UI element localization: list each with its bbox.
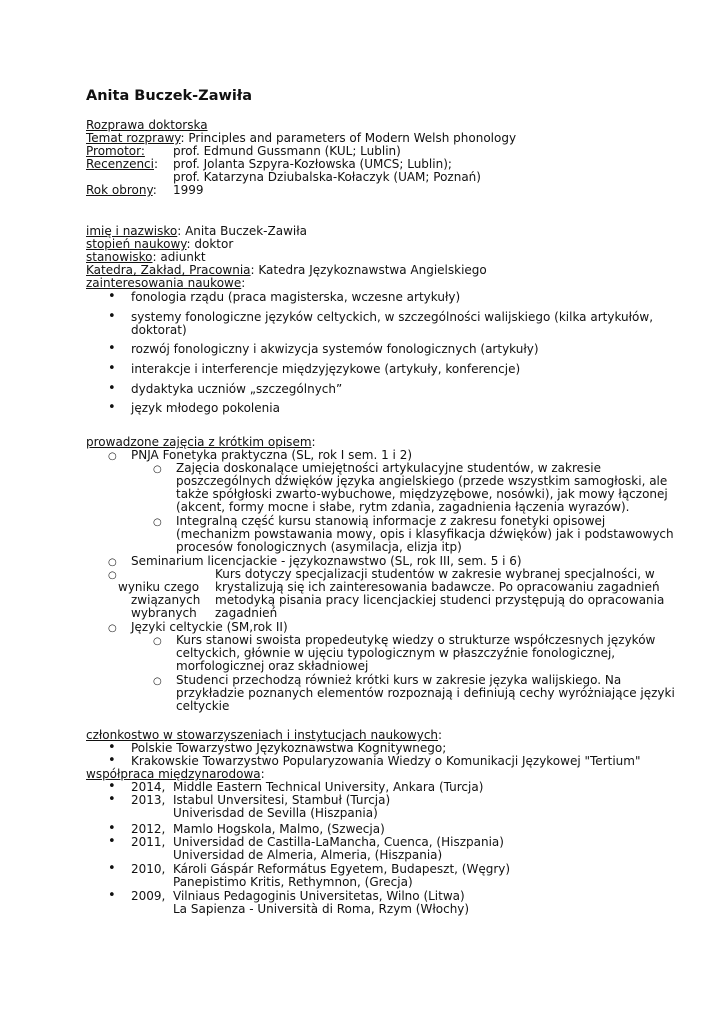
profile-name-value: Anita Buczek-Zawiła	[185, 224, 307, 238]
bullet-icon	[108, 862, 116, 875]
reviewer-2: prof. Katarzyna Dziubalska-Kołaczyk (UAM; Poznań)	[173, 170, 481, 184]
circle-bullet-icon	[153, 515, 162, 529]
profile-dept-row: Katedra, Zakład, Pracownia: Katedra Językoznawstwa Angielskiego	[86, 263, 487, 277]
membership-item: Polskie Towarzystwo Językoznawstwa Kognitywnego;	[131, 741, 447, 755]
cooperation-year: 2014,	[131, 780, 166, 794]
interest-item: interakcje i interferencje międzyjęzykowe (artykuły, konferencje)	[131, 362, 521, 376]
course-4-title: Języki celtyckie (SM,rok II)	[131, 620, 288, 634]
profile-degree-label: stopień naukowy	[86, 237, 187, 251]
circle-bullet-icon	[153, 634, 162, 648]
course-4-desc-line: morfologicznej oraz składniowej	[176, 659, 369, 673]
cooperation-year: 2012,	[131, 822, 166, 836]
bullet-icon	[108, 835, 116, 848]
circle-bullet-icon	[153, 462, 162, 476]
cooperation-institution: La Sapienza - Università di Roma, Rzym (Włochy)	[173, 902, 470, 916]
profile-dept-label: Katedra, Zakład, Pracownia	[86, 263, 251, 277]
interest-item: rozwój fonologiczny i akwizycja systemów fonologicznych (artykuły)	[131, 342, 539, 356]
courses-heading: prowadzone zajęcia z krótkim opisem	[86, 435, 312, 449]
promotor-value: prof. Edmund Gussmann (KUL; Lublin)	[173, 144, 401, 158]
bullet-icon	[108, 382, 116, 395]
course-1-desc-line: poszczególnych dźwięków języka angielskiego (przede wszystkim samogłoski, ale	[176, 474, 668, 488]
interest-item-continued: doktorat)	[131, 323, 187, 337]
course-3-side-text: wybranych	[131, 606, 197, 620]
profile-position-value: adiunkt	[160, 250, 206, 264]
profile-name-label: imię i nazwisko	[86, 224, 178, 238]
year-label: Rok obrony	[86, 183, 153, 197]
course-3-desc-line: Kurs dotyczy specjalizacji studentów w zakresie wybranej specjalności, w	[215, 567, 655, 581]
course-1-desc-line: (akcent, formy mocne i słabe, rytm zdania, zagadnienia łączenia wyrazów).	[176, 500, 630, 514]
bullet-icon	[108, 310, 116, 323]
course-1-desc-line: (mechanizm powstawania mowy, opis i klasyfikacja dźwięków) jak i podstawowych	[176, 527, 674, 541]
profile-degree-value: doktor	[194, 237, 234, 251]
reviewers-label: Recenzenci	[86, 157, 154, 171]
membership-item: Krakowskie Towarzystwo Popularyzowania Wiedzy o Komunikacji Językowej "Tertium"	[131, 754, 641, 768]
cooperation-institution: Vilniaus Pedagoginis Universitetas, Wilno (Litwa)	[173, 889, 465, 903]
bullet-icon	[108, 290, 116, 303]
cooperation-year: 2009,	[131, 889, 166, 903]
course-4-desc-line: przykładzie poznanych elementów rozpoznają i definiują cechy wyróżniające języki	[176, 686, 675, 700]
reviewers-label-row: Recenzenci:	[86, 157, 159, 171]
cooperation-year: 2013,	[131, 793, 166, 807]
course-4-desc-line: celtyckie	[176, 699, 230, 713]
courses-heading-row: prowadzone zajęcia z krótkim opisem:	[86, 435, 316, 449]
memberships-heading: członkostwo w stowarzyszeniach i instytucjach naukowych	[86, 728, 439, 742]
interest-item: dydaktyka uczniów „szczególnych”	[131, 382, 343, 396]
profile-degree-row: stopień naukowy: doktor	[86, 237, 234, 251]
profile-interests-label: zainteresowania naukowe	[86, 276, 242, 290]
thesis-topic-label: Temat rozprawy	[86, 131, 181, 145]
course-3-side-text: wyniku czego	[118, 580, 200, 594]
year-label-row: Rok obrony:	[86, 183, 157, 197]
circle-bullet-icon	[108, 449, 117, 463]
cooperation-year: 2011,	[131, 835, 166, 849]
cooperation-institution: Middle Eastern Technical University, Ankara (Turcja)	[173, 780, 484, 794]
memberships-heading-row: członkostwo w stowarzyszeniach i instytucjach naukowych:	[86, 728, 443, 742]
interest-item: język młodego pokolenia	[131, 401, 280, 415]
course-3-desc-line: metodyką pisania pracy licencjackiej studenci przystępują do opracowania	[215, 593, 665, 607]
circle-bullet-icon	[153, 674, 162, 688]
circle-bullet-icon	[108, 621, 117, 635]
promotor-label: Promotor:	[86, 144, 145, 158]
course-1-desc-line: także spółgłoski zwarto-wybuchowe, międzyzębowe, nosówki), jak mowy łączonej	[176, 487, 668, 501]
cooperation-institution: Károli Gáspár Református Egyetem, Budapeszt, (Węgry)	[173, 862, 511, 876]
reviewer-1: prof. Jolanta Szpyra-Kozłowska (UMCS; Lublin);	[173, 157, 452, 171]
cooperation-year: 2010,	[131, 862, 166, 876]
course-3-desc-line: zagadnień	[215, 606, 278, 620]
cooperation-institution: Istabul Unversitesi, Stambuł (Turcja)	[173, 793, 391, 807]
course-4-desc-line: celtyckich, głównie w ujęciu typologicznym w płaszczyźnie fonologicznej,	[176, 646, 616, 660]
cooperation-heading: współpraca międzynarodowa	[86, 767, 261, 781]
profile-interests-row: zainteresowania naukowe:	[86, 276, 246, 290]
course-4-desc-line: Studenci przechodzą również krótki kurs w zakresie języka walijskiego. Na	[176, 673, 622, 687]
cooperation-institution: Panepistimo Kritis, Rethymnon, (Grecja)	[173, 875, 413, 889]
page-title: Anita Buczek-Zawiła	[86, 88, 253, 104]
profile-dept-value: Katedra Językoznawstwa Angielskiego	[258, 263, 487, 277]
interest-item: systemy fonologiczne języków celtyckich, w szczególności walijskiego (kilka artykułów,	[131, 310, 654, 324]
course-1-desc-line: procesów fonologicznych (asymilacja, elizja itp)	[176, 540, 462, 554]
bullet-icon	[108, 754, 116, 767]
bullet-icon	[108, 793, 116, 806]
circle-bullet-icon	[108, 568, 117, 582]
interest-item: fonologia rządu (praca magisterska, wczesne artykuły)	[131, 290, 461, 304]
cooperation-heading-row: współpraca międzynarodowa:	[86, 767, 265, 781]
cooperation-institution: Universidad de Castilla-LaMancha, Cuenca, (Hiszpania)	[173, 835, 504, 849]
course-2-title: Seminarium licencjackie - językoznawstwo (SL, rok III, sem. 5 i 6)	[131, 554, 522, 568]
thesis-topic-value: Principles and parameters of Modern Welsh phonology	[188, 131, 517, 145]
profile-position-label: stanowisko	[86, 250, 153, 264]
bullet-icon	[108, 362, 116, 375]
thesis-topic-row: Temat rozprawy: Principles and parameters of Modern Welsh phonology	[86, 131, 517, 145]
circle-bullet-icon	[108, 555, 117, 569]
course-1-desc-line: Integralną część kursu stanowią informacje z zakresu fonetyki opisowej	[176, 514, 606, 528]
bullet-icon	[108, 342, 116, 355]
thesis-heading: Rozprawa doktorska	[86, 118, 208, 132]
cooperation-institution: Univerisdad de Sevilla (Hiszpania)	[173, 806, 378, 820]
bullet-icon	[108, 401, 116, 414]
profile-name-row: imię i nazwisko: Anita Buczek-Zawiła	[86, 224, 307, 238]
course-1-title: PNJA Fonetyka praktyczna (SL, rok I sem. 1 i 2)	[131, 448, 413, 462]
course-4-desc-line: Kurs stanowi swoista propedeutykę wiedzy o strukturze współczesnych języków	[176, 633, 656, 647]
year-value: 1999	[173, 183, 204, 197]
profile-position-row: stanowisko: adiunkt	[86, 250, 206, 264]
bullet-icon	[108, 889, 116, 902]
course-1-desc-line: Zajęcia doskonalące umiejętności artykulacyjne studentów, w zakresie	[176, 461, 601, 475]
course-3-side-text: związanych	[131, 593, 201, 607]
cooperation-institution: Universidad de Almeria, Almeria, (Hiszpania)	[173, 848, 443, 862]
course-3-desc-line: krystalizują się ich zainteresowania badawcze. Po opracowaniu zagadnień	[215, 580, 660, 594]
cooperation-institution: Mamlo Hogskola, Malmo, (Szwecja)	[173, 822, 385, 836]
